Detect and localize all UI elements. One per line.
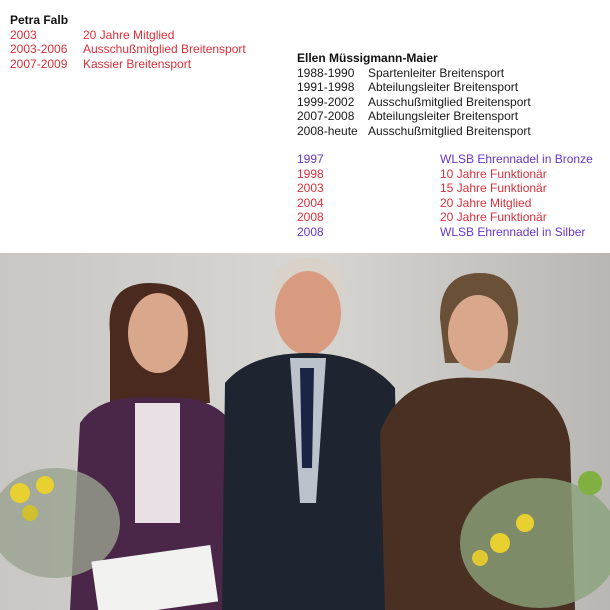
- group-photo: [0, 253, 610, 610]
- entry-period: 1998: [297, 166, 324, 181]
- ellen-section: [297, 51, 607, 239]
- entry-text: Abteilungsleiter Breitensport: [368, 109, 519, 123]
- entry-text: WLSB Ehrennadel in Bronze: [440, 152, 593, 166]
- petra-name: Petra Falb: [10, 13, 69, 27]
- entry-period: 2008: [297, 224, 324, 239]
- entry-period: 2003: [10, 27, 37, 42]
- entry-period: 1999-2002: [297, 94, 355, 109]
- list-item: [297, 181, 607, 196]
- entry-period: 2003-2006: [10, 42, 68, 56]
- entry-period: 2007-2008: [297, 109, 355, 123]
- entry-period: 1991-1998: [297, 80, 355, 94]
- entry-period: 1997: [297, 152, 324, 166]
- list-item: [10, 28, 270, 43]
- entry-period: 2003: [297, 181, 324, 195]
- entry-text: Ausschußmitglied Breitensport: [368, 94, 531, 109]
- entry-text: 20 Jahre Mitglied: [440, 195, 532, 210]
- entry-period: 2008-heute: [297, 123, 358, 138]
- list-item: [10, 57, 270, 72]
- entry-text: Kassier Breitensport: [83, 56, 192, 71]
- list-item: [297, 124, 607, 139]
- list-item: [297, 152, 607, 167]
- entry-text: Spartenleiter Breitensport: [368, 65, 505, 80]
- entry-text: Abteilungsleiter Breitensport: [368, 80, 519, 94]
- entry-text: Ausschußmitglied Breitensport: [83, 42, 246, 56]
- entry-text: WLSB Ehrennadel in Silber: [440, 224, 586, 239]
- entry-period: 1988-1990: [297, 65, 355, 80]
- entry-text: 10 Jahre Funktionär: [440, 166, 547, 181]
- entry-text: 20 Jahre Mitglied: [83, 27, 175, 42]
- entry-period: 2007-2009: [10, 56, 68, 71]
- list-item: [297, 109, 607, 124]
- list-item: [297, 167, 607, 182]
- list-item: [297, 95, 607, 110]
- list-item: [297, 210, 607, 225]
- entry-text: 15 Jahre Funktionär: [440, 181, 547, 195]
- list-item: [10, 42, 270, 57]
- entry-period: 2004: [297, 195, 324, 210]
- list-item: [297, 80, 607, 95]
- entry-text: 20 Jahre Funktionär: [440, 210, 547, 224]
- list-item: [297, 66, 607, 81]
- list-item: [297, 225, 607, 240]
- entry-text: Ausschußmitglied Breitensport: [368, 123, 531, 138]
- list-item: [297, 196, 607, 211]
- entry-period: 2008: [297, 210, 324, 224]
- ellen-name: Ellen Müssigmann-Maier: [297, 51, 438, 65]
- petra-falb-section: [10, 13, 270, 71]
